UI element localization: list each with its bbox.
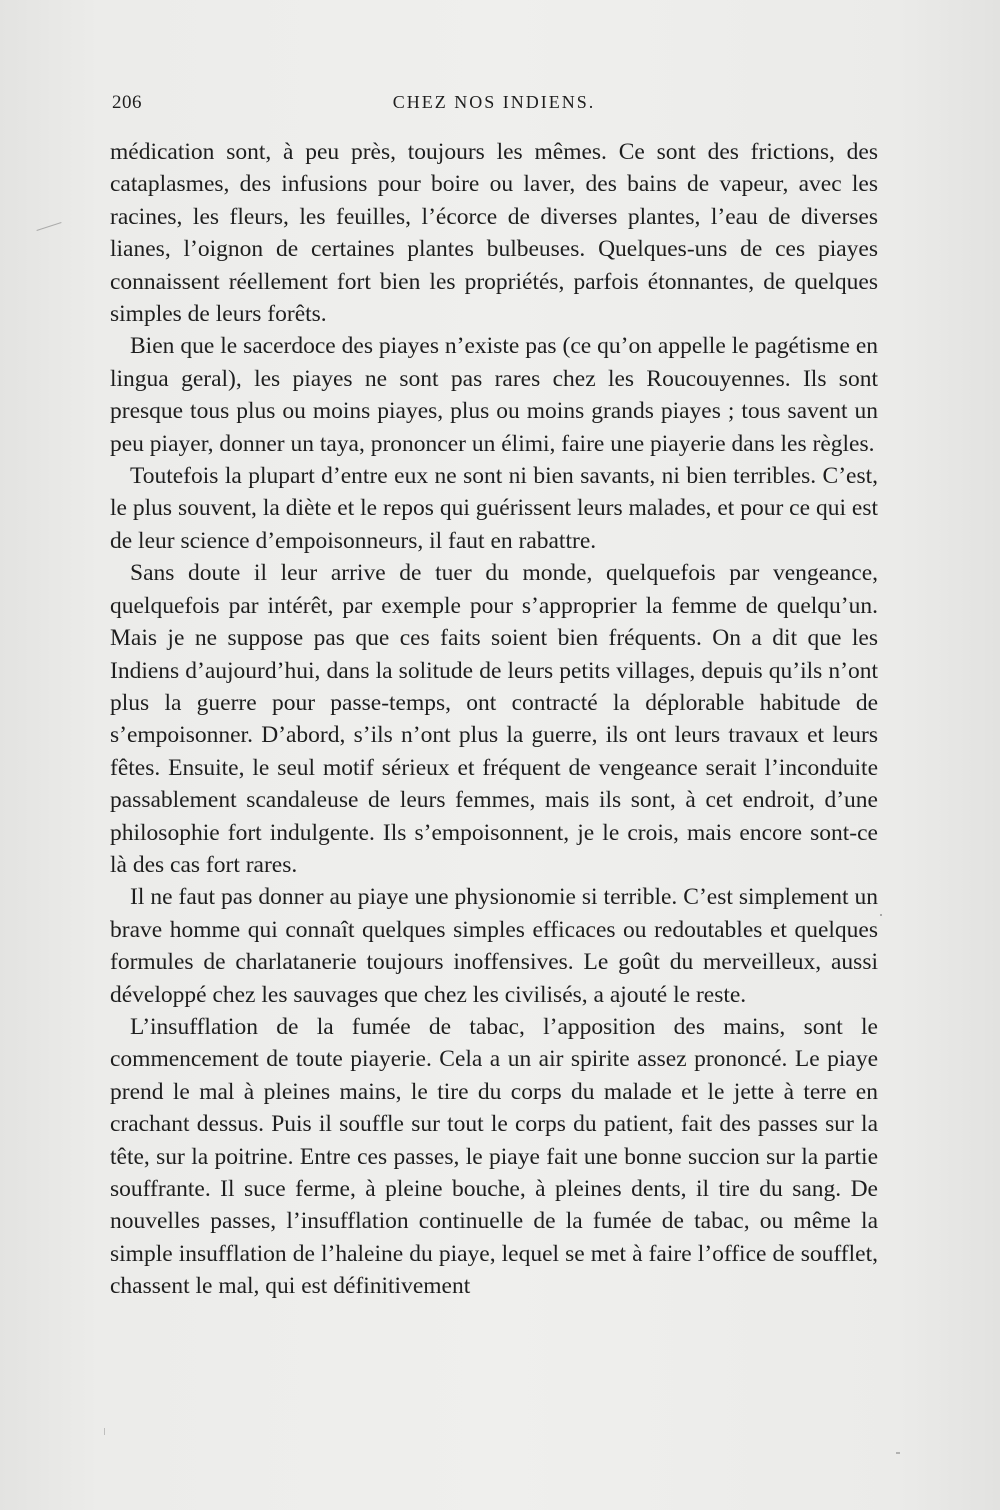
paragraph: Toutefois la plupart d’entre eux ne sont ni bien savants, ni bien terribles. C’est, le plus souvent, la diète et le repos qui guérissent leurs malades, et pour ce qui est de leur science d’empoisonneurs, il faut en rabattre. xyxy=(110,463,878,554)
page-number: 206 xyxy=(112,92,142,113)
scan-dot xyxy=(880,914,882,916)
paragraph: L’insufflation de la fumée de tabac, l’apposition des mains, sont le commencement de toute piayerie. Cela a un air spirite assez prononcé. Le piaye prend le mal à pleines mains, le tire du corps du malade et le jette à terre en crachant dessus. Puis il souffle sur tout le corps du patient, fait des passes sur la tête, sur la poitrine. Entre ces passes, le piaye fait une bonne succion sur la partie souffrante. Il suce ferme, à pleine bouche, à pleines dents, il tire du sang. De nouvelles passes, l’insufflation continuelle de la fumée de tabac, ou même la simple insufflation de l’haleine du piaye, lequel se met à faire l’office de soufflet, chassent le mal, qui est définitivement xyxy=(110,1013,878,1300)
paragraph: Il ne faut pas donner au piaye une physionomie si terrible. C’est simplement un brave homme qui connaît quelques simples efficaces ou redoutables et quelques formules de charlatanerie toujours inoffensives. Le goût du merveilleux, aussi développé chez les sauvages que chez les civilisés, a ajouté le reste. xyxy=(110,884,878,1008)
paragraph: Bien que le sacerdoce des piayes n’existe pas (ce qu’on appelle le pagétisme en lingua geral), les piayes ne sont pas rares chez les Roucouyennes. Ils sont presque tous plus ou moins piayes, plus ou moins grands piayes ; tous savent un peu piayer, donner un taya, prononcer un élimi, faire une piayerie dans les règles. xyxy=(110,333,878,457)
page-header xyxy=(112,92,876,122)
margin-mark xyxy=(36,222,61,231)
scan-dot xyxy=(104,1428,105,1435)
paragraph: Sans doute il leur arrive de tuer du monde, quelquefois par vengeance, quelquefois par intérêt, par exemple pour s’approprier la femme de quelqu’un. Mais je ne suppose pas que ces faits soient bien fréquents. On a dit que les Indiens d’aujourd’hui, dans la solitude de leurs petits villages, depuis qu’ils n’ont plus la guerre pour passe-temps, ont contracté la déplorable habitude de s’empoisonner. D’abord, s’ils n’ont plus la guerre, ils ont leurs travaux et leurs fêtes. Ensuite, le seul motif sérieux et fréquent de vengeance serait l’inconduite passablement scandaleuse de leurs femmes, mais ils sont, à cet endroit, d’une philosophie fort indulgente. Ils s’empoisonnent, je le crois, mais encore sont-ce là des cas fort rares. xyxy=(110,560,878,878)
paragraph-continued: médication sont, à peu près, toujours les mêmes. Ce sont des frictions, des cataplasmes, des infusions pour boire ou laver, des bains de vapeur, avec les racines, les fleurs, les feuilles, l’écorce de diverses plantes, l’eau de diverses lianes, l’oignon de certaines plantes bulbeuses. Quelques-uns de ces piayes connaissent réellement fort bien les propriétés, parfois étonnantes, de quelques simples de leurs forêts. xyxy=(110,139,878,328)
body-text xyxy=(110,136,878,1303)
running-title: CHEZ NOS INDIENS. xyxy=(392,92,596,112)
scan-dot xyxy=(896,1452,900,1454)
